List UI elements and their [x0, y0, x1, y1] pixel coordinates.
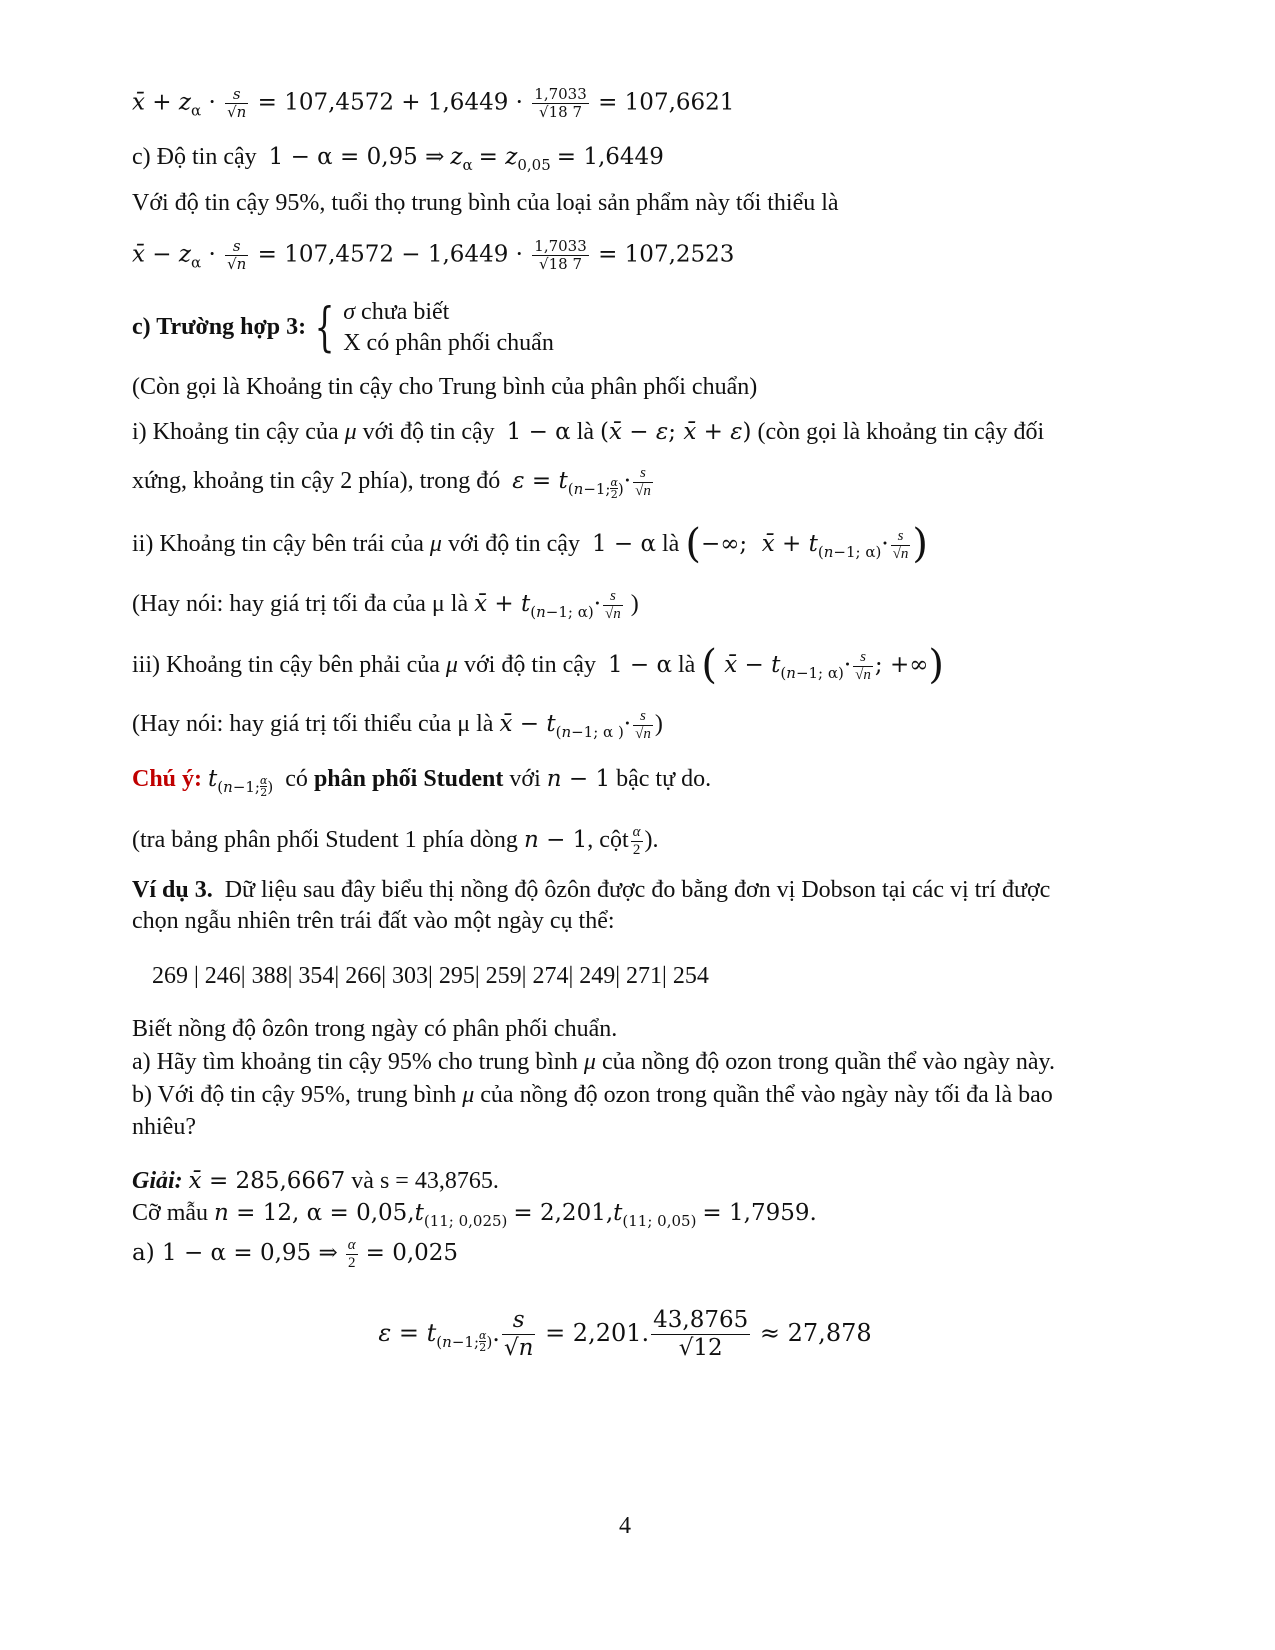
data-row: 269 | 246| 388| 354| 266| 303| 295| 259| 274| 249| 271| 254 [152, 963, 709, 989]
paragraph-text: (Hay nói: hay giá trị tối đa của μ là x̄ + $t_{(n-1; \alpha)}\cdot$ $\frac{s}{√n}$ ) [132, 588, 639, 622]
question-b: b) Với độ tin cậy 95%, trung bình μ của nồng độ ozon trong quần thể vào ngày này tối đa là bao [132, 1082, 1053, 1108]
paragraph-text: (Hay nói: hay giá trị tối thiểu của μ là x̄ − $t_{(n-1; \alpha )}\cdot$ $\frac{s}{√n}$ ) [132, 708, 663, 742]
solution-line: Cỡ mẫu n = 12, $\alpha = 0,05,t_{(11; 0,025)} = 2,201,t_{(11; 0,05)} = 1,7959$. [132, 1200, 817, 1230]
note-line: Chú ý: $t_{(n-1; \frac{\alpha}{2} )}$ có phân phối Student với n − 1 bậc tự do. [132, 766, 712, 799]
paragraph-text: chọn ngẫu nhiên trên trái đất vào một ngày cụ thể: [132, 908, 615, 934]
paragraph-text: nhiêu? [132, 1114, 196, 1140]
paragraph-text: i) Khoảng tin cậy của μ với độ tin cậy 1 − α là (x̄ − ε; x̄ + ε) (còn gọi là khoảng tin cậy đối [132, 419, 1045, 445]
epsilon-formula: $\varepsilon = t_{(n-1; \frac{\alpha}{2} )}$. $\frac{s}{√n}$ = 2,201. $\frac{43,8765}{√12}$ ≈ 27,878 [378, 1307, 872, 1361]
confidence-line: c) Độ tin cậy 1 − α = 0,95 ⇒ $z_\alpha = z_{0,05} = 1,6449$ [132, 144, 664, 174]
question-a: a) Hãy tìm khoảng tin cậy 95% cho trung bình μ của nồng độ ozon trong quần thể vào ngày này. [132, 1049, 1055, 1075]
paragraph-text: xứng, khoảng tin cậy 2 phía), trong đó $\varepsilon = t_{(n-1; \frac{\alpha}{2} )}\cdot$ $\frac{s}{√n}$ [132, 465, 651, 502]
page-number: 4 [619, 1513, 631, 1539]
paragraph-text: iii) Khoảng tin cậy bên phải của μ với độ tin cậy 1 − α là ( x̄ − $t_{(n-1; \alpha)}\cdot$ $\frac{s}{√n}$ ; +∞) [132, 642, 945, 689]
example-heading: Ví dụ 3. Dữ liệu sau đây biểu thị nồng độ ôzôn được đo bằng đơn vị Dobson tại các vị trí được [132, 877, 1051, 903]
solution-line: Giải: x̄ = 285,6667 và s = 43,8765. [132, 1168, 499, 1194]
paragraph-text: ii) Khoảng tin cậy bên trái của μ với độ tin cậy 1 − α là (−∞; x̄ + $t_{(n-1; \alpha)}\cdot$ $\frac{s}{√n}$ ) [132, 521, 928, 568]
paragraph-text: Biết nồng độ ôzôn trong ngày có phân phối chuẩn. [132, 1016, 618, 1042]
paragraph-text: (tra bảng phân phối Student 1 phía dòng n − 1, cột $\frac{\alpha}{2}$ ). [132, 824, 659, 858]
case-3-heading: c) Trường hợp 3: { σ chưa biết X có phân phối chuẩn [132, 298, 554, 359]
solution-line: a) 1 − α = 0,95 ⇒ $\frac{\alpha}{2}$ = 0,025 [132, 1237, 459, 1271]
formula-lower-bound: x̄ − $z_\alpha$ · $\frac{s}{√n}$ = 107,4572 − 1,6449 · $\frac{1,7033}{√18 7}$ = 107,2523 [132, 237, 735, 273]
formula-upper-bound: x̄ + $z_\alpha$ · $\frac{s}{√n}$ = 107,4572 + 1,6449 · $\frac{1,7033}{√18 7}$ = 107,6621 [132, 85, 735, 121]
paragraph-text: (Còn gọi là Khoảng tin cậy cho Trung bình của phân phối chuẩn) [132, 374, 758, 400]
paragraph-text: Với độ tin cậy 95%, tuổi thọ trung bình của loại sản phẩm này tối thiểu là [132, 190, 839, 216]
